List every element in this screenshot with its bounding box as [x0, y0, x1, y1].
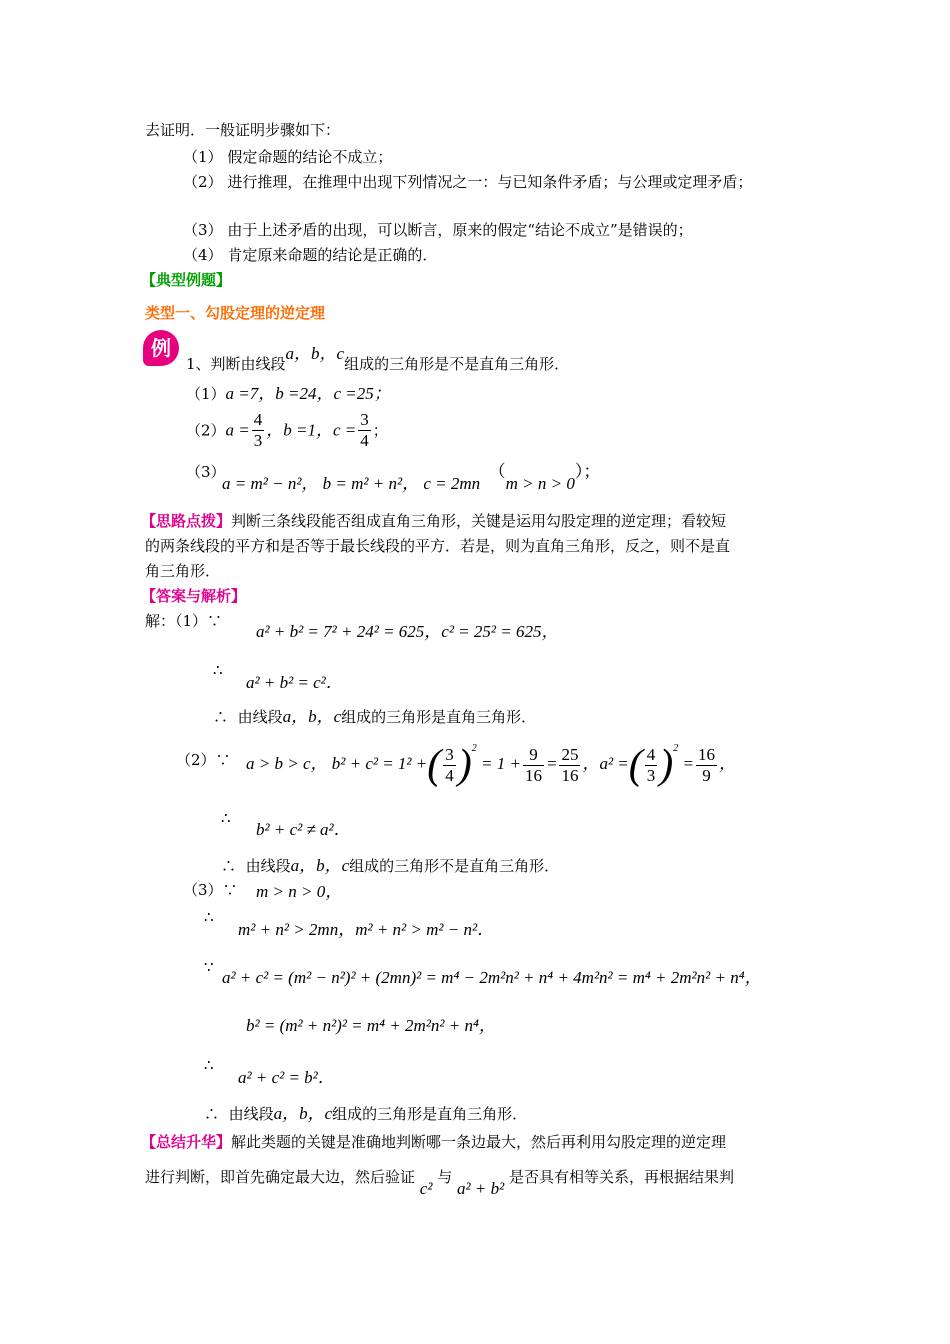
intro-step-4: （4） 肯定原来命题的结论是正确的．	[183, 246, 438, 264]
solution-3-condition: m > n > 0，	[256, 882, 343, 901]
intro-step-1: （1） 假定命题的结论不成立；	[183, 148, 393, 166]
solution-1-conclusion: ∴ 由线段a，b，c组成的三角形是直角三角形．	[213, 707, 537, 726]
solution-3-inequalities: m² + n² > 2mn，m² + n² > m² − n²．	[238, 920, 495, 939]
solution-1-result: a² + b² = c²．	[246, 673, 343, 692]
solution-3-conclusion: ∴ 由线段a，b，c组成的三角形是直角三角形．	[204, 1104, 528, 1123]
problem-part-2: （2）a = $\frac{4}{3}$ ，b =1，c = $\frac{3}{4}$ ；	[186, 410, 388, 450]
fraction-3-4: $\frac{3}{4}$	[360, 410, 369, 450]
solution-1-label: 解：（1）∵	[145, 612, 223, 630]
problem-part-1: （1）a =7，b =24，c =25；	[186, 384, 391, 403]
hint-line-3: 角三角形．	[145, 562, 221, 580]
solution-3-equation-1: a² + c² = (m² − n²)² + (2mn)² = m⁴ − 2m²n² + n⁴ + 4m²n² = m⁴ + 2m²n² + n⁴，	[222, 968, 762, 987]
solution-1-equation: a² + b² = 7² + 24² = 625，c² = 25² = 625，	[256, 622, 559, 641]
solution-2-result: b² + c² ≠ a²．	[256, 820, 351, 839]
answer-heading: 【答案与解析】	[141, 587, 247, 605]
hint-line-2: 的两条线段的平方和是否等于最长线段的平方．若是，则为直角三角形，反之，则不是直	[145, 537, 731, 555]
solution-3-result: a² + c² = b²．	[238, 1068, 335, 1087]
problem-part-3: （3）	[186, 463, 226, 481]
intro-step-3: （3） 由于上述矛盾的出现，可以断言，原来的假定“结论不成立”是错误的；	[183, 221, 693, 239]
therefore-symbol: ∴	[213, 661, 223, 679]
hint-line-1: 【思路点拨】判断三条线段能否组成直角三角形，关键是运用勾股定理的逆定理；看较短	[141, 512, 727, 530]
example-badge: 例	[143, 330, 179, 366]
therefore-symbol: ∴	[204, 1056, 214, 1074]
therefore-symbol: ∴	[221, 809, 231, 827]
type1-heading: 类型一、勾股定理的逆定理	[145, 304, 326, 322]
summary-line-2: 进行判断，即首先确定最大边，然后验证 c² 与 a² + b² 是否具有相等关系，再根据结果判	[145, 1168, 734, 1198]
typical-examples-heading: 【典型例题】	[141, 271, 232, 289]
intro-step-2: （2） 进行推理，在推理中出现下列情况之一：与已知条件矛盾；与公理或定理矛盾；	[183, 173, 753, 191]
problem-part-3-formulas: a = m² − n²， b = m² + n²， c = 2mn （m > n > 0）；	[222, 462, 601, 493]
intro-line: 去证明．一般证明步骤如下：	[145, 121, 341, 139]
because-symbol: ∵	[204, 958, 214, 976]
problem-statement: 1、判断由线段a，b，c组成的三角形是不是直角三角形．	[186, 344, 570, 373]
solution-2-conclusion: ∴ 由线段a，b，c组成的三角形不是直角三角形．	[221, 856, 560, 875]
solution-2-equation: a > b > c， b² + c² = 1² +( $\frac{3}{4}$ )$^2$ = 1 + $\frac{9}{16}$ = $\frac{25}{16}$ ，a² =( $\frac{4}{3}$ )$^2$ = $\frac{16}{9}$ ，	[246, 742, 737, 789]
therefore-symbol: ∴	[204, 908, 214, 926]
fraction-4-3: $\frac{4}{3}$	[253, 410, 263, 450]
solution-3-equation-2: b² = (m² + n²)² = m⁴ + 2m²n² + n⁴，	[246, 1016, 496, 1035]
summary-line-1: 【总结升华】解此类题的关键是准确地判断哪一条边最大，然后再利用勾股定理的逆定理	[141, 1133, 727, 1151]
solution-3-label: （3）∵	[183, 881, 238, 899]
solution-2-label: （2）∵	[176, 751, 231, 769]
